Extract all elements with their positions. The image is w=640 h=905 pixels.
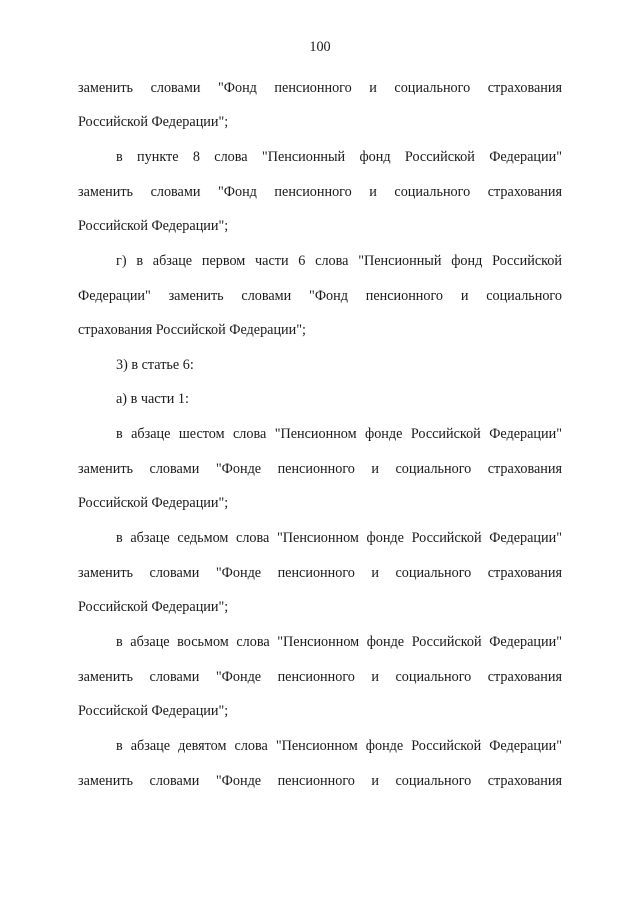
- text-line: Российской Федерации";: [78, 703, 229, 719]
- text-line: заменить словами "Фонде пенсионного и социального страхования: [78, 669, 562, 685]
- text-line: заменить словами "Фонде пенсионного и социального страхования: [78, 773, 562, 789]
- text-line: заменить словами "Фонде пенсионного и социального страхования: [78, 461, 562, 477]
- text-line: в абзаце шестом слова "Пенсионном фонде Российской Федерации": [116, 426, 562, 442]
- text-line: в пункте 8 слова "Пенсионный фонд Российской Федерации": [116, 149, 562, 165]
- text-line: Российской Федерации";: [78, 599, 229, 615]
- text-line: Российской Федерации";: [78, 218, 229, 234]
- text-line: в абзаце седьмом слова "Пенсионном фонде Российской Федерации": [116, 530, 562, 546]
- text-line: страхования Российской Федерации";: [78, 322, 306, 338]
- text-line: Федерации" заменить словами "Фонд пенсионного и социального: [78, 288, 562, 304]
- text-line: заменить словами "Фонде пенсионного и социального страхования: [78, 565, 562, 581]
- text-line: Российской Федерации";: [78, 114, 229, 130]
- text-line: а) в части 1:: [116, 391, 189, 407]
- text-line: заменить словами "Фонд пенсионного и социального страхования: [78, 184, 562, 200]
- text-line: заменить словами "Фонд пенсионного и социального страхования: [78, 80, 562, 96]
- page-number: 100: [309, 39, 331, 55]
- text-line: в абзаце восьмом слова "Пенсионном фонде Российской Федерации": [116, 634, 562, 650]
- text-line: в абзаце девятом слова "Пенсионном фонде Российской Федерации": [116, 738, 562, 754]
- text-line: 3) в статье 6:: [116, 357, 194, 373]
- text-line: г) в абзаце первом части 6 слова "Пенсионный фонд Российской: [116, 253, 562, 269]
- text-line: Российской Федерации";: [78, 495, 229, 511]
